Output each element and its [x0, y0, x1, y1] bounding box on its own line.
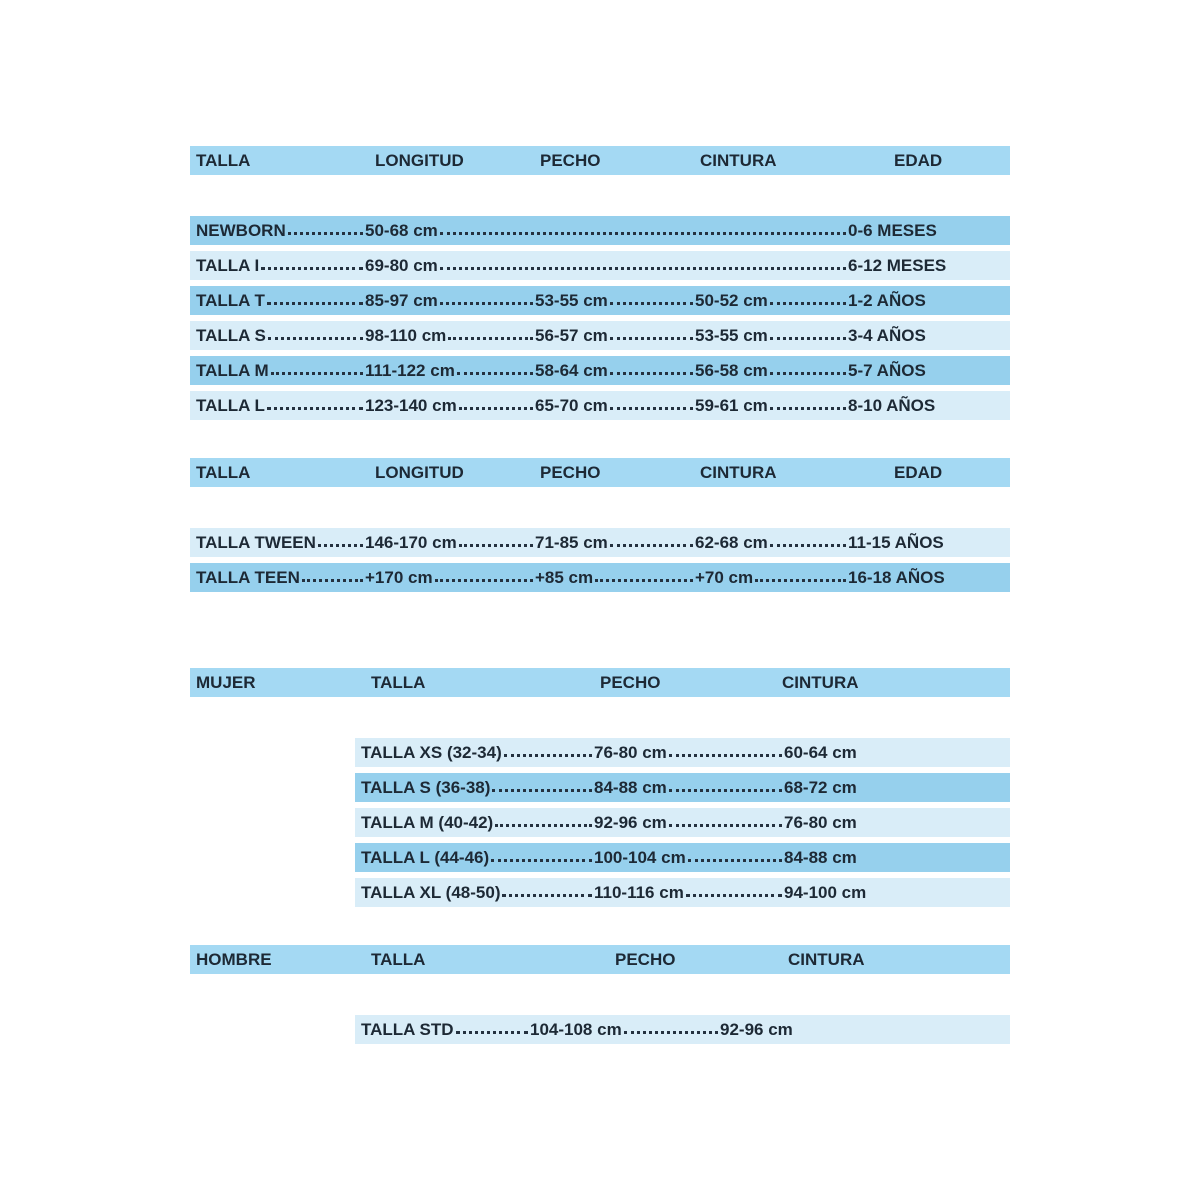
cell-value: 100-104 cm — [594, 847, 686, 867]
table-row — [190, 216, 1010, 245]
header-cell: TALLA — [371, 672, 426, 692]
table-cell — [848, 396, 1002, 416]
dot-leader — [267, 302, 363, 305]
dot-leader — [440, 302, 533, 305]
cell-value: TALLA T — [196, 290, 265, 310]
cell-value: 50-52 cm — [695, 290, 768, 310]
dot-leader — [261, 267, 363, 270]
size-chart — [190, 146, 1010, 1044]
table-cell — [695, 533, 848, 553]
kids-table-rows — [190, 216, 1010, 420]
cell-value: 5-7 AÑOS — [848, 360, 926, 380]
dot-leader — [610, 302, 693, 305]
cell-value: 111-122 cm — [365, 360, 455, 380]
table-cell — [695, 291, 848, 311]
table-row — [355, 843, 1010, 872]
cell-value: 0-6 MESES — [848, 220, 937, 240]
cell-value: 110-116 cm — [594, 882, 684, 902]
table-cell — [361, 813, 594, 833]
men-table-rows — [355, 1015, 1010, 1044]
kids-table-header — [190, 146, 1010, 175]
table-cell — [848, 533, 1002, 553]
cell-value: TALLA XL (48-50) — [361, 882, 501, 902]
dot-leader — [268, 337, 363, 340]
cell-value: TALLA L (44-46) — [361, 847, 490, 867]
table-cell — [361, 883, 594, 903]
dot-leader — [288, 232, 363, 235]
dot-leader — [770, 337, 846, 340]
tween-teen-size-table — [190, 458, 1010, 592]
dot-leader — [755, 579, 846, 582]
cell-value: 98-110 cm — [365, 325, 447, 345]
dot-leader — [624, 1031, 718, 1034]
table-cell — [365, 396, 535, 416]
dot-leader — [610, 372, 693, 375]
header-cell: TALLA — [196, 462, 251, 482]
dot-leader — [492, 789, 592, 792]
dot-leader — [504, 754, 592, 757]
cell-value: 53-55 cm — [535, 290, 608, 310]
women-table-header — [190, 668, 1010, 697]
cell-value: 65-70 cm — [535, 395, 608, 415]
dot-leader — [502, 894, 592, 897]
table-cell — [784, 813, 1002, 833]
table-cell — [365, 256, 848, 276]
table-cell — [784, 848, 1002, 868]
header-cell: TALLA — [196, 150, 251, 170]
header-cell: TALLA — [371, 949, 426, 969]
header-cell: LONGITUD — [375, 150, 464, 170]
cell-value: TALLA M — [196, 360, 269, 380]
table-row — [190, 286, 1010, 315]
cell-value: TALLA L — [196, 395, 265, 415]
table-row — [190, 391, 1010, 420]
table-cell — [196, 533, 365, 553]
table-cell — [365, 533, 535, 553]
cell-value: 104-108 cm — [530, 1019, 622, 1039]
dot-leader — [302, 579, 363, 582]
cell-value: TALLA STD — [361, 1019, 454, 1039]
dot-leader — [669, 824, 782, 827]
cell-value: 146-170 cm — [365, 532, 457, 552]
table-cell — [196, 256, 365, 276]
header-cell: EDAD — [894, 462, 943, 482]
header-cell: MUJER — [196, 672, 256, 692]
cell-value: 85-97 cm — [365, 290, 438, 310]
cell-value: 84-88 cm — [784, 847, 857, 867]
table-cell — [594, 848, 784, 868]
dot-leader — [595, 579, 693, 582]
cell-value: 6-12 MESES — [848, 255, 947, 275]
table-cell — [594, 813, 784, 833]
cell-value: 84-88 cm — [594, 777, 667, 797]
cell-value: 92-96 cm — [720, 1019, 793, 1039]
table-row — [355, 878, 1010, 907]
dot-leader — [457, 372, 533, 375]
header-cell: PECHO — [600, 672, 661, 692]
cell-value: 123-140 cm — [365, 395, 457, 415]
cell-value: TALLA TWEEN — [196, 532, 316, 552]
cell-value: 62-68 cm — [695, 532, 768, 552]
table-row — [355, 1015, 1010, 1044]
table-cell — [196, 361, 365, 381]
dot-leader — [770, 407, 846, 410]
table-cell — [365, 568, 535, 588]
dot-leader — [440, 232, 846, 235]
table-cell — [720, 1020, 1002, 1040]
table-cell — [530, 1020, 720, 1040]
dot-leader — [686, 894, 782, 897]
cell-value: +170 cm — [365, 567, 433, 587]
cell-value: TALLA XS (32-34) — [361, 742, 502, 762]
dot-leader — [459, 544, 533, 547]
dot-leader — [435, 579, 533, 582]
table-cell — [594, 743, 784, 763]
table-cell — [196, 396, 365, 416]
table-cell — [695, 568, 848, 588]
dot-leader — [491, 859, 592, 862]
header-cell: EDAD — [894, 150, 943, 170]
cell-value: 92-96 cm — [594, 812, 667, 832]
table-cell — [784, 743, 1002, 763]
header-cell: PECHO — [540, 462, 601, 482]
header-cell: CINTURA — [788, 949, 865, 969]
dot-leader — [770, 302, 846, 305]
cell-value: 53-55 cm — [695, 325, 768, 345]
dot-leader — [610, 407, 693, 410]
cell-value: 50-68 cm — [365, 220, 438, 240]
dot-leader — [669, 754, 782, 757]
table-cell — [365, 221, 848, 241]
cell-value: TALLA S (36-38) — [361, 777, 491, 797]
cell-value: 76-80 cm — [594, 742, 667, 762]
kids-size-table — [190, 146, 1010, 420]
cell-value: TALLA TEEN — [196, 567, 300, 587]
table-cell — [784, 883, 1002, 903]
cell-value: TALLA I — [196, 255, 260, 275]
cell-value: 56-57 cm — [535, 325, 608, 345]
table-row — [355, 738, 1010, 767]
cell-value: 69-80 cm — [365, 255, 438, 275]
table-cell — [535, 396, 695, 416]
table-cell — [196, 221, 365, 241]
men-size-table — [190, 945, 1010, 1044]
cell-value: 56-58 cm — [695, 360, 768, 380]
table-cell — [535, 533, 695, 553]
dot-leader — [267, 407, 363, 410]
women-size-table — [190, 668, 1010, 907]
cell-value: NEWBORN — [196, 220, 286, 240]
table-row — [190, 321, 1010, 350]
header-cell: CINTURA — [782, 672, 859, 692]
table-cell — [196, 326, 365, 346]
table-cell — [848, 221, 1002, 241]
dot-leader — [688, 859, 782, 862]
header-cell: HOMBRE — [196, 949, 272, 969]
dot-leader — [318, 544, 363, 547]
table-cell — [594, 778, 784, 798]
cell-value: 94-100 cm — [784, 882, 867, 902]
table-cell — [365, 361, 535, 381]
dot-leader — [610, 544, 693, 547]
cell-value: TALLA M (40-42) — [361, 812, 494, 832]
header-cell: CINTURA — [700, 150, 777, 170]
cell-value: 1-2 AÑOS — [848, 290, 926, 310]
dot-leader — [459, 407, 533, 410]
dot-leader — [271, 372, 363, 375]
cell-value: +85 cm — [535, 567, 594, 587]
table-cell — [535, 326, 695, 346]
cell-value: 11-15 AÑOS — [848, 532, 944, 552]
table-cell — [361, 848, 594, 868]
table-cell — [695, 396, 848, 416]
header-cell: CINTURA — [700, 462, 777, 482]
cell-value: 58-64 cm — [535, 360, 608, 380]
cell-value: 3-4 AÑOS — [848, 325, 926, 345]
table-cell — [695, 326, 848, 346]
table-cell — [535, 291, 695, 311]
dot-leader — [448, 337, 533, 340]
table-row — [355, 808, 1010, 837]
table-row — [190, 563, 1010, 592]
table-cell — [848, 326, 1002, 346]
table-cell — [784, 778, 1002, 798]
cell-value: 68-72 cm — [784, 777, 857, 797]
cell-value: 76-80 cm — [784, 812, 857, 832]
table-cell — [535, 568, 695, 588]
table-cell — [695, 361, 848, 381]
tween-teen-table-header — [190, 458, 1010, 487]
table-cell — [848, 361, 1002, 381]
cell-value: 16-18 AÑOS — [848, 567, 945, 587]
table-cell — [361, 778, 594, 798]
table-cell — [848, 256, 1002, 276]
table-cell — [365, 326, 535, 346]
cell-value: 8-10 AÑOS — [848, 395, 936, 415]
dot-leader — [495, 824, 592, 827]
table-cell — [196, 291, 365, 311]
header-cell: LONGITUD — [375, 462, 464, 482]
header-cell: PECHO — [615, 949, 676, 969]
table-row — [190, 251, 1010, 280]
table-cell — [365, 291, 535, 311]
dot-leader — [456, 1031, 528, 1034]
tween-teen-table-rows — [190, 528, 1010, 592]
table-row — [190, 528, 1010, 557]
table-row — [190, 356, 1010, 385]
cell-value: 71-85 cm — [535, 532, 608, 552]
women-table-rows — [355, 738, 1010, 907]
dot-leader — [770, 372, 846, 375]
cell-value: 59-61 cm — [695, 395, 768, 415]
table-cell — [594, 883, 784, 903]
dot-leader — [440, 267, 846, 270]
dot-leader — [610, 337, 693, 340]
table-cell — [535, 361, 695, 381]
cell-value: TALLA S — [196, 325, 266, 345]
dot-leader — [669, 789, 782, 792]
men-table-header — [190, 945, 1010, 974]
cell-value: +70 cm — [695, 567, 754, 587]
dot-leader — [770, 544, 846, 547]
table-cell — [361, 743, 594, 763]
table-cell — [848, 568, 1002, 588]
table-cell — [848, 291, 1002, 311]
cell-value: 60-64 cm — [784, 742, 857, 762]
table-cell — [361, 1020, 530, 1040]
header-cell: PECHO — [540, 150, 601, 170]
table-cell — [196, 568, 365, 588]
table-row — [355, 773, 1010, 802]
